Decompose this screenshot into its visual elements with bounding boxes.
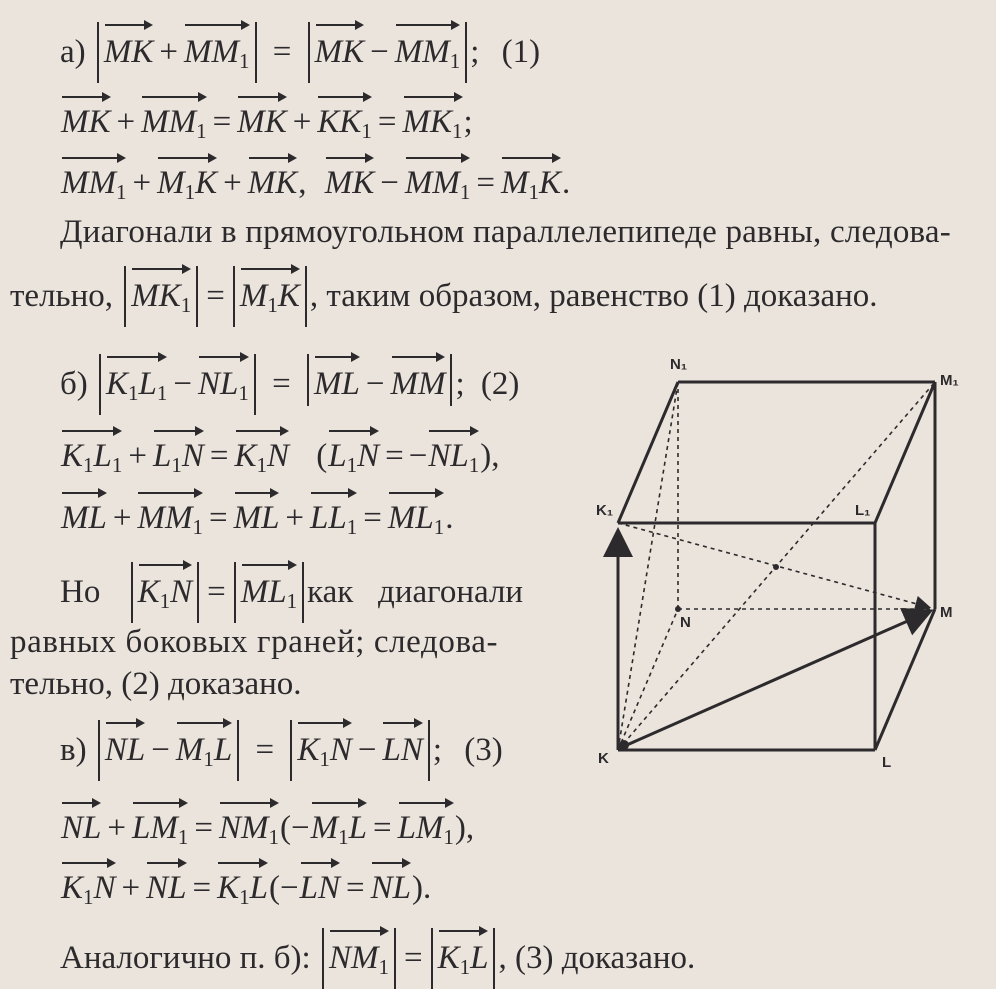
label-N1: N₁ (670, 356, 688, 373)
equation-b-step2: ML + $MM_1$ = ML + $LL_1 = ML_1$. (60, 490, 453, 547)
text-but: Но $K_1N = ML_1$ как диагонали (60, 562, 523, 623)
text-conclusion-b: тельно, (2) доказано. (10, 666, 302, 702)
label-N: N (680, 614, 691, 631)
label-L1: L₁ (855, 502, 871, 519)
label-M1: M₁ (940, 372, 959, 389)
diagonal-K-N1 (618, 382, 678, 750)
label-K1: K₁ (596, 502, 614, 519)
point-center (773, 564, 779, 570)
diagonal-K1-M (618, 523, 928, 607)
edge-K1-N1 (618, 382, 678, 523)
equation-c-step1: NL + $LM_1 = NM_1(-M_1L = LM_1)$, (60, 800, 474, 857)
label-L: L (882, 754, 892, 771)
equation-a-step2: $MM_1 + M_1K$ + MK, MK − $MM_1 = M_1K$. (60, 155, 570, 212)
text-conclusion-c: Аналогично п. б): $NM_1 = K_1L$ , (3) доказано. (60, 928, 695, 989)
edge-M1-L1 (875, 382, 935, 523)
text-faces: равных боковых граней; следова- (10, 624, 499, 660)
label-K: K (598, 750, 609, 767)
text-diagonals: Диагонали в прямоугольном параллелепипеде равны, следова- (60, 214, 951, 250)
hidden-edge-K-N (618, 609, 678, 750)
label-M: M (940, 604, 953, 621)
equation-c-step2: $K_1N$ + NL = $K_1L(-LN = NL)$. (60, 860, 431, 917)
parallelepiped-figure (590, 345, 970, 785)
equation-b-step1: $K_1L_1 + L_1N = K_1N$ $(L_1N = -NL_1)$, (60, 428, 500, 485)
point-K (619, 740, 629, 750)
equation-b: б) $K_1L_1 - NL_1$ = ML − MM ; (2) (60, 354, 519, 415)
point-N (675, 606, 681, 612)
equation-c: в) NL − $M_1L = K_1N$ − LN ; (3) (60, 720, 503, 781)
vector-K-M (620, 612, 928, 748)
text-conclusion-a: тельно, $MK_1 = M_1K$ , таким образом, равенство (1) доказано. (10, 266, 878, 327)
equation-a-step1: MK + $MM_1$ = MK + $KK_1 = MK_1$; (60, 94, 473, 151)
equation-a: а) MK + $MM_1$ = MK − $MM_1$ ; (1) (60, 22, 540, 83)
